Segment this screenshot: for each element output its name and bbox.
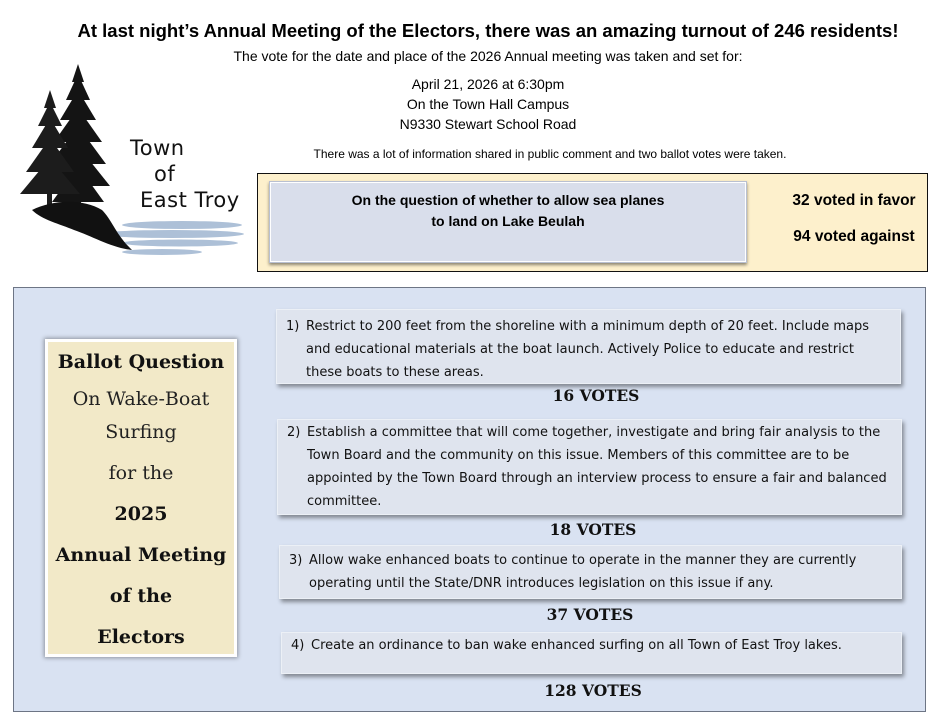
ballot-card-line: for the <box>108 462 174 484</box>
ballot-card-line: Annual Meeting <box>55 544 227 566</box>
town-logo <box>12 60 252 265</box>
option-number: 3) <box>289 553 303 568</box>
ballot-card-title: Ballot Question <box>57 351 225 373</box>
option-text: Allow wake enhanced boats to continue to operate in the manner they are currently operating until the State/DNR introduces legislation on this issue if any. <box>309 553 857 591</box>
headline: At last night’s Annual Meeting of the Electors, there was an amazing turnout of 246 residents! <box>77 20 899 41</box>
option-number: 1) <box>286 319 300 334</box>
seaplane-question-line2: to land on Lake Beulah <box>431 213 585 229</box>
meeting-date: April 21, 2026 at 6:30pm <box>411 76 565 92</box>
ballot-card-line: On Wake-Boat <box>72 388 210 410</box>
seaplane-question-line1: On the question of whether to allow sea planes <box>351 192 665 208</box>
seaplane-votes-against: 94 voted against <box>793 228 915 245</box>
meeting-details <box>360 74 616 134</box>
option-text: Create an ordinance to ban wake enhanced surfing on all Town of East Troy lakes. <box>311 638 842 653</box>
meeting-address: N9330 Stewart School Road <box>399 116 577 132</box>
option-1-votes: 16 VOTES <box>552 386 640 405</box>
meeting-place: On the Town Hall Campus <box>406 96 570 112</box>
option-text: Restrict to 200 feet from the shoreline with a minimum depth of 20 feet. Include maps and educational materials at the boat launch. Actively Police to educate and restrict these boats to these areas. <box>306 319 870 380</box>
ballot-option-4 <box>281 632 902 674</box>
ballot-option-1 <box>276 309 901 384</box>
ballot-card-line: Surfing <box>105 421 177 443</box>
option-number: 2) <box>287 425 301 440</box>
logo-text-of: of <box>154 162 176 186</box>
ballot-card-line: Electors <box>97 626 185 648</box>
ballot-card-year: 2025 <box>114 503 168 525</box>
seaplane-votes-in-favor: 32 voted in favor <box>792 192 916 209</box>
option-number: 4) <box>291 638 305 653</box>
seaplane-vote-box <box>257 173 928 272</box>
pine-trees-icon <box>12 60 252 265</box>
ballot-question-card <box>45 339 237 657</box>
option-text: Establish a committee that will come together, investigate and bring fair analysis to the Town Board and the community on this issue. Members of this committee are to be appointed by the Town Board through an interview process to ensure a fair and balanced committee. <box>307 425 887 509</box>
option-3-votes: 37 VOTES <box>546 605 634 624</box>
ballot-card-line: of the <box>109 585 173 607</box>
ballot-option-2 <box>277 419 902 515</box>
logo-text-town: Town <box>130 136 185 160</box>
seaplane-question <box>269 181 747 263</box>
ballot-option-3 <box>279 545 902 599</box>
public-comment-note: There was a lot of information shared in public comment and two ballot votes were taken. <box>313 147 787 161</box>
subline: The vote for the date and place of the 2026 Annual meeting was taken and set for: <box>233 48 743 64</box>
logo-text-east-troy: East Troy <box>140 188 240 212</box>
option-2-votes: 18 VOTES <box>549 520 637 539</box>
option-4-votes: 128 VOTES <box>544 681 642 700</box>
